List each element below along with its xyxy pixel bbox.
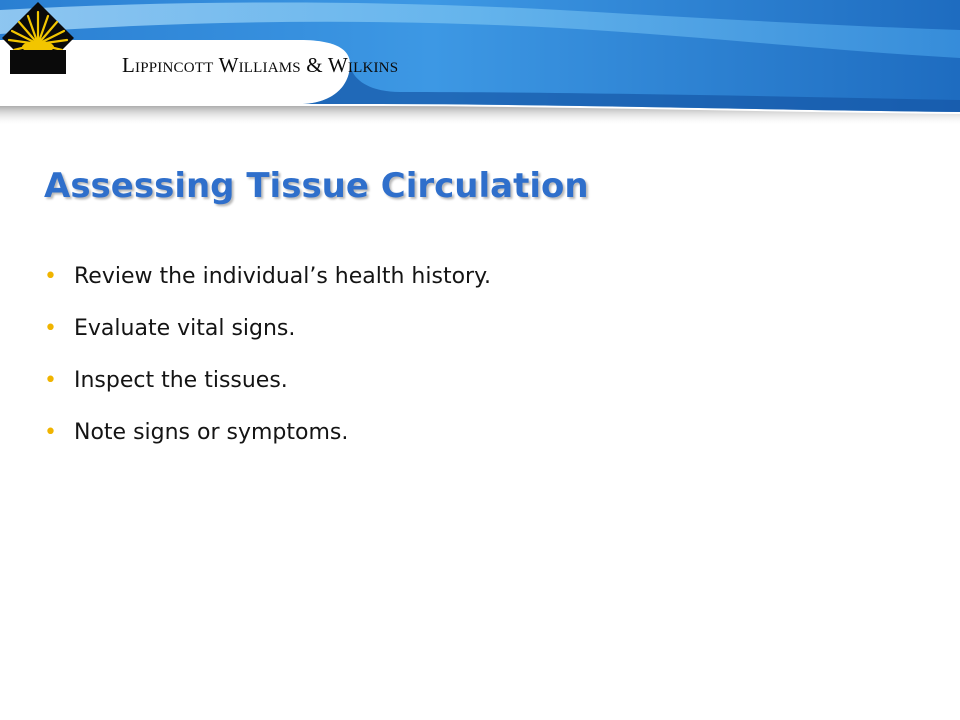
bullet-icon: • [44,263,57,289]
header-banner [0,0,960,124]
list-item [44,406,491,458]
bullet-icon: • [44,315,57,341]
sunburst-logo-icon [0,0,76,76]
list-item [44,250,491,302]
bullet-text: Inspect the tissues. [74,367,288,393]
publisher-logo-text: Lippincott Williams & Wilkins [122,53,399,77]
bullet-text: Note signs or symptoms. [74,419,349,445]
list-item [44,354,491,406]
bullet-text: Review the individual’s health history. [74,263,491,289]
list-item [44,302,491,354]
slide-title: Assessing Tissue Circulation [44,166,589,206]
bullet-list [44,250,491,458]
bullet-text: Evaluate vital signs. [74,315,296,341]
bullet-icon: • [44,419,57,445]
bullet-icon: • [44,367,57,393]
